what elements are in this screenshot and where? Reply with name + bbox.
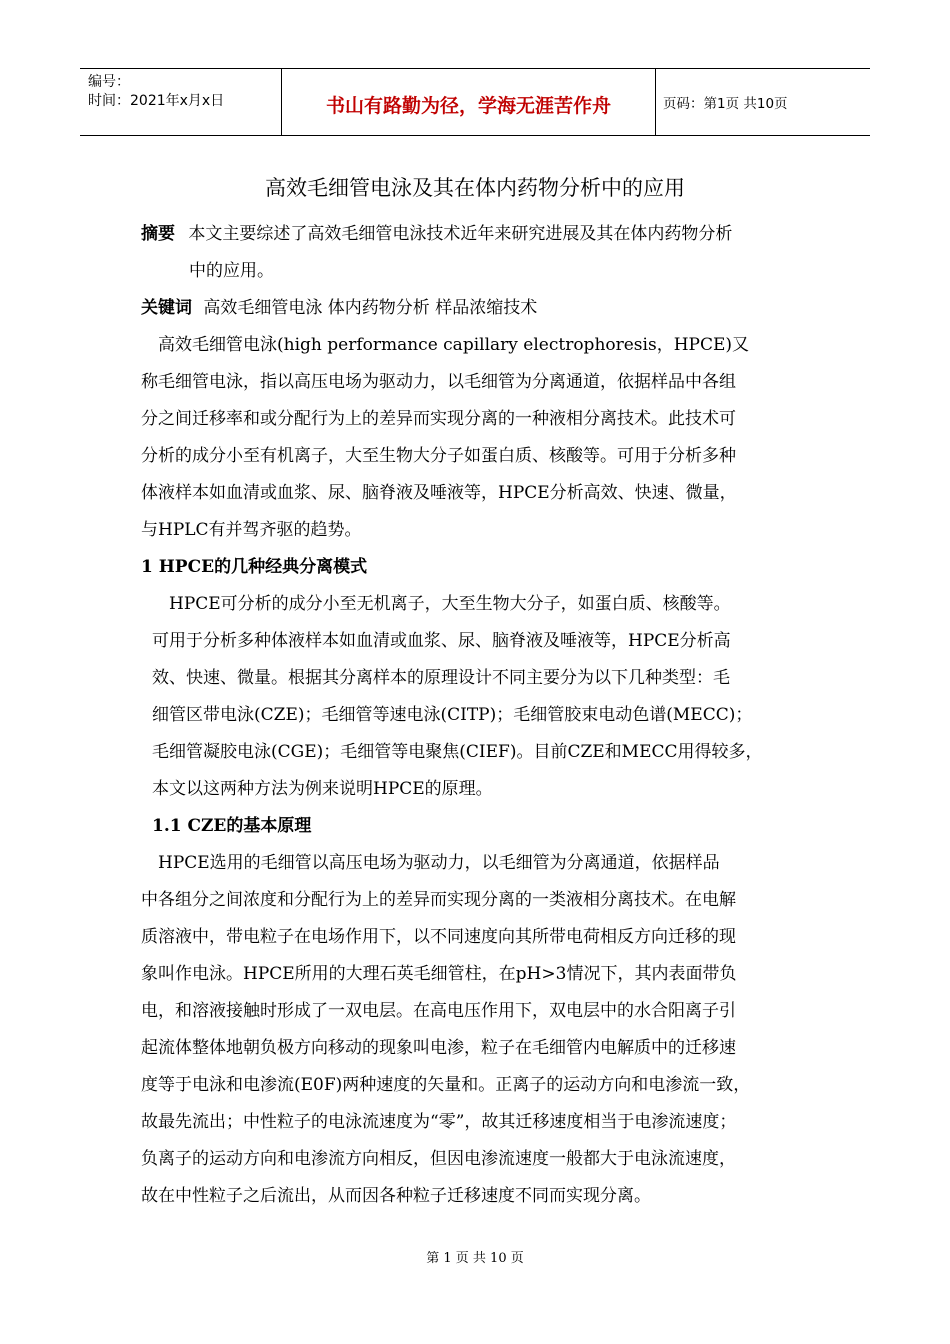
abstract-label: 摘要 (141, 224, 175, 244)
document-time-label: 时间：2021年x月x日 (88, 93, 225, 109)
paragraph-line: 故在中性粒子之后流出，从而因各种粒子迁移速度不同而实现分离。 (141, 1186, 651, 1206)
paragraph-line: HPCE可分析的成分小至无机离子，大至生物大分子，如蛋白质、核酸等。 (152, 594, 731, 614)
paragraph-line: 度等于电泳和电渗流(E0F)两种速度的矢量和。正离子的运动方向和电渗流一致， (141, 1075, 751, 1095)
paragraph-line: 起流体整体地朝负极方向移动的现象叫电渗，粒子在毛细管内电解质中的迁移速 (141, 1038, 736, 1058)
section-1-1-paragraph (141, 845, 821, 1215)
header-left-cell (80, 69, 281, 135)
abstract-block (141, 216, 821, 327)
keywords-text: 高效毛细管电泳 体内药物分析 样品浓缩技术 (203, 298, 538, 318)
paragraph-line: 本文以这两种方法为例来说明HPCE的原理。 (152, 779, 493, 799)
document-title: 高效毛细管电泳及其在体内药物分析中的应用 (265, 176, 685, 200)
abstract-text: 本文主要综述了高效毛细管电泳技术近年来研究进展及其在体内药物分析 (188, 224, 733, 244)
keywords-label: 关键词 (141, 298, 192, 318)
paragraph-line: 称毛细管电泳，指以高压电场为驱动力，以毛细管为分离通道，依据样品中各组 (141, 372, 736, 392)
paragraph-line: HPCE选用的毛细管以高压电场为驱动力，以毛细管为分离通道，依据样品 (141, 853, 720, 873)
paragraph-line: 分析的成分小至有机离子，大至生物大分子如蛋白质、核酸等。可用于分析多种 (141, 446, 736, 466)
paragraph-line: 分之间迁移率和或分配行为上的差异而实现分离的一种液相分离技术。此技术可 (141, 409, 736, 429)
paragraph-line: 细管区带电泳(CZE)；毛细管等速电泳(CITP)；毛细管胶束电动色谱(MECC)； (152, 705, 753, 725)
paragraph-line: 体液样本如血清或血浆、尿、脑脊液及唾液等，HPCE分析高效、快速、微量， (141, 483, 737, 503)
header-table (80, 68, 870, 136)
header-page-info: 页码：第1页 共10页 (663, 96, 788, 112)
section-1-1 (152, 808, 832, 845)
paragraph-line: 高效毛细管电泳(high performance capillary electrophoresis，HPCE)又 (141, 335, 750, 355)
paragraph-line: 故最先流出；中性粒子的电泳流速度为“零”，故其迁移速度相当于电渗流速度； (141, 1112, 737, 1132)
intro-paragraph (141, 327, 821, 549)
document-number-label: 编号： (88, 74, 130, 90)
header-motto: 书山有路勤为径，学海无涯苦作舟 (281, 69, 656, 135)
section-heading: 1.1 CZE的基本原理 (152, 816, 312, 836)
keywords-line (141, 290, 821, 327)
section-1-paragraph (152, 586, 832, 808)
paragraph-line: 毛细管凝胶电泳(CGE)；毛细管等电聚焦(CIEF)。目前CZE和MECC用得较多， (152, 742, 763, 762)
paragraph-line: 中各组分之间浓度和分配行为上的差异而实现分离的一类液相分离技术。在电解 (141, 890, 736, 910)
paragraph-line: 质溶液中，带电粒子在电场作用下，以不同速度向其所带电荷相反方向迁移的现 (141, 927, 736, 947)
paragraph-line: 电，和溶液接触时形成了一双电层。在高电压作用下，双电层中的水合阳离子引 (141, 1001, 736, 1021)
paragraph-line: 象叫作电泳。HPCE所用的大理石英毛细管柱，在pH>3情况下，其内表面带负 (141, 964, 737, 984)
paragraph-line: 可用于分析多种体液样本如血清或血浆、尿、脑脊液及唾液等，HPCE分析高 (152, 631, 731, 651)
section-heading: 1 HPCE的几种经典分离模式 (141, 557, 368, 577)
page-footer: 第 1 页 共 10 页 (426, 1251, 524, 1266)
paragraph-line: 效、快速、微量。根据其分离样本的原理设计不同主要分为以下几种类型：毛 (152, 668, 730, 688)
paragraph-line: 负离子的运动方向和电渗流方向相反，但因电渗流速度一般都大于电泳流速度， (141, 1149, 736, 1169)
paragraph-line: 与HPLC有并驾齐驱的趋势。 (141, 520, 362, 540)
section-1 (141, 549, 821, 586)
abstract-line (141, 216, 821, 253)
abstract-line: 中的应用。 (189, 261, 274, 281)
